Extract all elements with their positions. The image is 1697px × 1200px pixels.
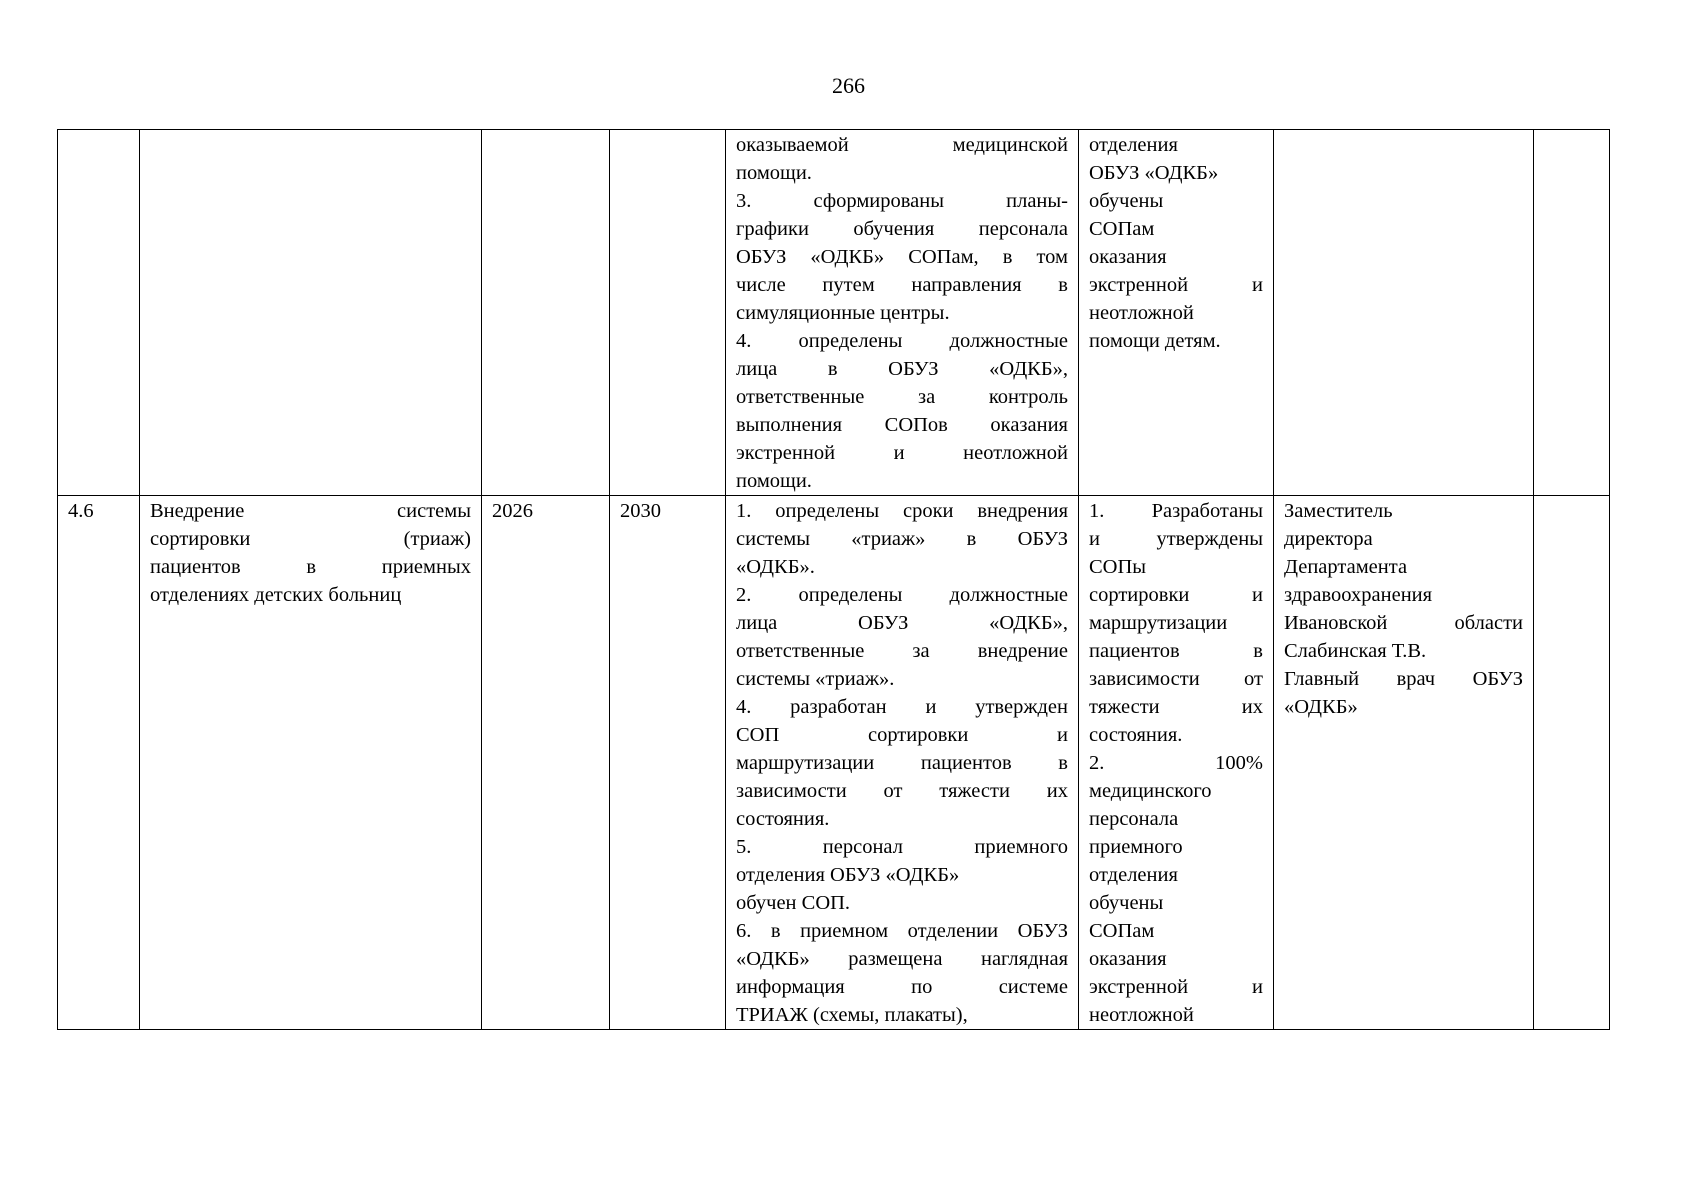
responsible-line: Заместитель: [1284, 500, 1393, 522]
event-line: Внедрение системы: [150, 500, 471, 522]
event-line: пациентов в приемных: [150, 556, 471, 578]
result-line: 2. определены должностные: [736, 584, 1068, 606]
responsible-line: здравоохранения: [1284, 584, 1433, 606]
indicator-line: 1. Разработаны: [1089, 500, 1263, 522]
indicator-line: СОПам: [1089, 920, 1155, 942]
indicator-line: оказания: [1089, 948, 1167, 970]
indicator-line: зависимости от: [1089, 668, 1263, 690]
page-number: 266: [832, 73, 865, 98]
result-line: симуляционные центры.: [736, 302, 950, 324]
event-line: сортировки (триаж): [150, 528, 471, 550]
cell-event: [140, 496, 482, 1030]
cell-note: [1534, 130, 1610, 496]
indicator-line: неотложной: [1089, 302, 1194, 324]
result-line: ответственные за внедрение: [736, 640, 1068, 662]
indicator-line: маршрутизации: [1089, 612, 1228, 634]
result-line: «ОДКБ».: [736, 556, 815, 578]
result-line: СОП сортировки и: [736, 724, 1068, 746]
indicator-line: приемного: [1089, 836, 1183, 858]
measures-table: [57, 129, 1610, 1030]
result-line: зависимости от тяжести их: [736, 780, 1068, 802]
indicator-line: персонала: [1089, 808, 1179, 830]
cell-event: [140, 130, 482, 496]
cell-result: [726, 130, 1079, 496]
result-line: лица в ОБУЗ «ОДКБ»,: [736, 358, 1068, 380]
indicator-line: помощи детям.: [1089, 330, 1221, 352]
indicator-line: ОБУЗ «ОДКБ»: [1089, 162, 1219, 184]
cell-num: [58, 496, 140, 1030]
result-line: лица ОБУЗ «ОДКБ»,: [736, 612, 1068, 634]
result-line: числе путем направления в: [736, 274, 1068, 296]
indicator-line: и утверждены: [1089, 528, 1263, 550]
result-line: оказываемой медицинской: [736, 134, 1068, 156]
result-line: обучен СОП.: [736, 892, 851, 914]
indicator-line: отделения: [1089, 864, 1178, 886]
result-line: ТРИАЖ (схемы, плакаты),: [736, 1004, 968, 1026]
cell-responsible: [1274, 130, 1534, 496]
result-line: 5. персонал приемного: [736, 836, 1068, 858]
result-line: помощи.: [736, 162, 812, 184]
result-line: отделения ОБУЗ «ОДКБ»: [736, 864, 960, 886]
indicator-line: обучены: [1089, 892, 1164, 914]
result-line: 4. разработан и утвержден: [736, 696, 1068, 718]
result-line: 6. в приемном отделении ОБУЗ: [736, 920, 1068, 942]
indicator-line: пациентов в: [1089, 640, 1263, 662]
responsible-line: директора: [1284, 528, 1373, 550]
indicator-line: состояния.: [1089, 724, 1183, 746]
cell-note: [1534, 496, 1610, 1030]
end-value: 2030: [620, 500, 661, 522]
indicator-line: сортировки и: [1089, 584, 1263, 606]
start-value: 2026: [492, 500, 533, 522]
indicator-line: неотложной: [1089, 1004, 1194, 1026]
result-line: состояния.: [736, 808, 830, 830]
result-line: ответственные за контроль: [736, 386, 1068, 408]
num-value: 4.6: [68, 500, 94, 522]
cell-num: [58, 130, 140, 496]
result-line: помощи.: [736, 470, 812, 492]
cell-start: [482, 496, 610, 1030]
table-row: [58, 496, 1610, 1030]
result-line: графики обучения персонала: [736, 218, 1068, 240]
responsible-line: Ивановской области: [1284, 612, 1523, 634]
table-body: [58, 130, 1610, 1030]
cell-indicator: [1079, 130, 1274, 496]
event-line: отделениях детских больниц: [150, 584, 402, 606]
indicator-line: обучены: [1089, 190, 1164, 212]
result-line: системы «триаж».: [736, 668, 895, 690]
responsible-line: Департамента: [1284, 556, 1408, 578]
cell-start: [482, 130, 610, 496]
cell-responsible: [1274, 496, 1534, 1030]
result-line: ОБУЗ «ОДКБ» СОПам, в том: [736, 246, 1068, 268]
indicator-line: СОПы: [1089, 556, 1147, 578]
indicator-line: оказания: [1089, 246, 1167, 268]
indicator-line: экстренной и: [1089, 976, 1263, 998]
result-line: системы «триаж» в ОБУЗ: [736, 528, 1068, 550]
cell-result: [726, 496, 1079, 1030]
result-line: маршрутизации пациентов в: [736, 752, 1068, 774]
indicator-line: медицинского: [1089, 780, 1212, 802]
indicator-line: 2. 100%: [1089, 752, 1263, 774]
responsible-line: Слабинская Т.В.: [1284, 640, 1427, 662]
indicator-line: отделения: [1089, 134, 1178, 156]
result-line: 3. сформированы планы-: [736, 190, 1068, 212]
cell-end: [610, 130, 726, 496]
table-row: [58, 130, 1610, 496]
indicator-line: экстренной и: [1089, 274, 1263, 296]
cell-end: [610, 496, 726, 1030]
result-line: 1. определены сроки внедрения: [736, 500, 1068, 522]
indicator-line: тяжести их: [1089, 696, 1263, 718]
result-line: «ОДКБ» размещена наглядная: [736, 948, 1068, 970]
result-line: 4. определены должностные: [736, 330, 1068, 352]
indicator-line: СОПам: [1089, 218, 1155, 240]
result-line: экстренной и неотложной: [736, 442, 1068, 464]
responsible-line: «ОДКБ»: [1284, 696, 1358, 718]
result-line: информация по системе: [736, 976, 1068, 998]
result-line: выполнения СОПов оказания: [736, 414, 1068, 436]
cell-indicator: [1079, 496, 1274, 1030]
responsible-line: Главный врач ОБУЗ: [1284, 668, 1523, 690]
